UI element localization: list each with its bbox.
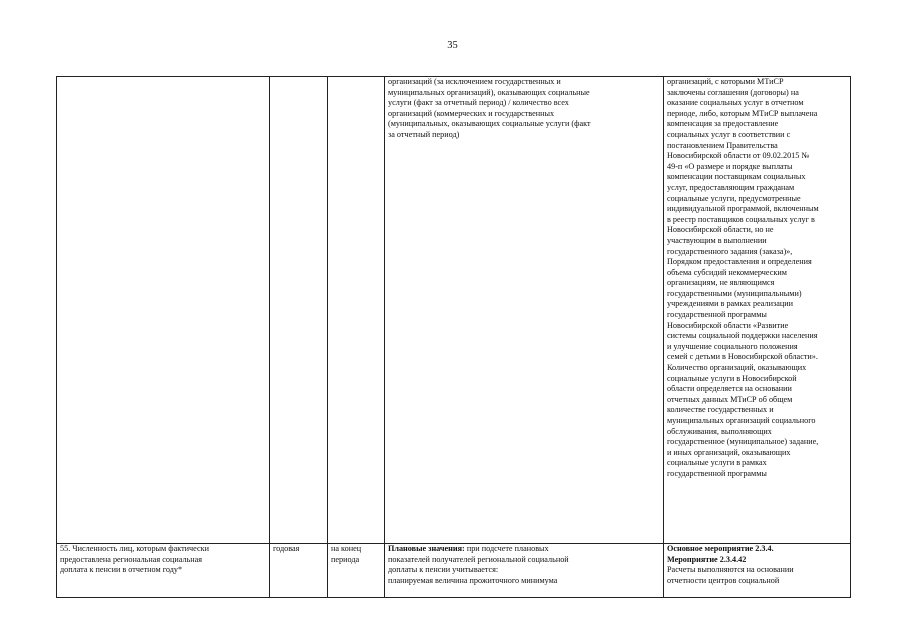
cell-calculation-algorithm [385, 77, 664, 544]
text-line: количестве государственных и [667, 405, 774, 415]
text-line: отчетных данных МТиСР об общем [667, 394, 793, 404]
text-line: системы социальной поддержки населения [667, 331, 818, 341]
cell-data-source [664, 544, 851, 598]
text-line: государственное (муниципальное) задание, [667, 437, 819, 447]
text-fragment: при подсчете плановых [464, 544, 549, 553]
cell-indicator-name [57, 544, 270, 598]
text-line: компенсации поставщикам социальных [667, 172, 806, 182]
page-number: 35 [447, 40, 458, 51]
cell-indicator-name [57, 77, 270, 544]
text-line: услуги (факт за отчетный период) / количество всех [388, 98, 569, 108]
text-line: организаций (за исключением государственных и [388, 77, 561, 86]
text-line: Порядком предоставления и определения [667, 257, 812, 267]
text-line: государственной программы [667, 310, 767, 320]
text-line: компенсация за предоставление [667, 119, 779, 129]
text-line: на конец [331, 544, 362, 553]
text-line: 49-п «О размере и порядке выплаты [667, 161, 793, 171]
text-line: в реестр поставщиков социальных услуг в [667, 214, 815, 224]
table-row [57, 544, 851, 598]
event-heading: Мероприятие 2.3.4.42 [667, 554, 747, 564]
text-line: периода [331, 554, 360, 564]
table-row [57, 77, 851, 544]
text-line: участвующим в выполнении [667, 235, 767, 245]
text-line: планируемая величина прожиточного минимума [388, 575, 558, 585]
text-line: области определяется на основании [667, 384, 792, 394]
text-line: государственными (муниципальными) [667, 288, 802, 298]
text-line: социальные услуги в рамках [667, 458, 767, 468]
cell-time-characteristic [328, 77, 385, 544]
text-line: услуг, предоставляющим гражданам [667, 182, 795, 192]
text-line: периоде, либо, которым МТиСР выплачена [667, 108, 818, 118]
text-line: за отчетный период) [388, 129, 460, 139]
cell-calculation-algorithm [385, 544, 664, 598]
text-line: доплаты к пенсии учитывается: [388, 565, 499, 575]
text-line: объема субсидий некоммерческим [667, 267, 787, 277]
text-line: Новосибирской области «Развитие [667, 320, 789, 330]
cell-periodicity [270, 77, 328, 544]
text-line: Новосибирской области, но не [667, 225, 774, 235]
text-line: муниципальных организаций социального [667, 416, 816, 425]
text-line: социальные услуги, предусмотренные [667, 193, 801, 203]
cell-time-characteristic [328, 544, 385, 598]
text-line: организаций, с которыми МТиСР [667, 77, 784, 86]
text-line: обслуживания, выполняющих [667, 426, 772, 436]
text-line: предоставлена региональная социальная [60, 554, 203, 564]
text-line: 55. Численность лиц, которым фактически [60, 544, 209, 553]
text-line: (муниципальных, оказывающих социальные услуги (факт [388, 119, 591, 129]
text-line: и иных организаций, оказывающих [667, 447, 791, 457]
text-line: Расчеты выполняются на основании [667, 565, 794, 575]
cell-data-source [664, 77, 851, 544]
text-line: Новосибирской области от 09.02.2015 № [667, 151, 810, 161]
text-line: индивидуальной программой, включенным [667, 204, 819, 214]
text-line: годовая [273, 544, 300, 553]
text-line: семей с детьми в Новосибирской области». [667, 352, 818, 362]
text-line: доплата к пенсии в отчетном году* [60, 565, 183, 575]
text-line: учреждениями в рамках реализации [667, 299, 793, 309]
text-line: и улучшение социального положения [667, 341, 798, 351]
text-line: социальные услуги в Новосибирской [667, 373, 797, 383]
text-line: государственной программы [667, 468, 767, 478]
text-line: показателей получателей региональной социальной [388, 554, 569, 564]
text-line: муниципальных организаций), оказывающих социальные [388, 87, 590, 97]
text-line: социальных услуг в соответствии с [667, 129, 791, 139]
text-line: постановлением Правительства [667, 140, 778, 150]
text-line: оказание социальных услуг в отчетном [667, 98, 804, 108]
event-heading: Основное мероприятие 2.3.4. [667, 544, 774, 553]
text-line: организациям, не являющимся [667, 278, 775, 288]
text-line: государственного задания (заказа)», [667, 246, 793, 256]
text-line: Количество организаций, оказывающих [667, 363, 807, 373]
indicator-table [56, 76, 851, 598]
planned-values-label: Плановые значения: [388, 544, 465, 553]
text-line: заключены соглашения (договоры) на [667, 87, 799, 97]
text-line [388, 544, 660, 555]
text-line: организаций (коммерческих и государственных [388, 108, 555, 118]
text-line: отчетности центров социальной [667, 575, 780, 585]
cell-periodicity [270, 544, 328, 598]
